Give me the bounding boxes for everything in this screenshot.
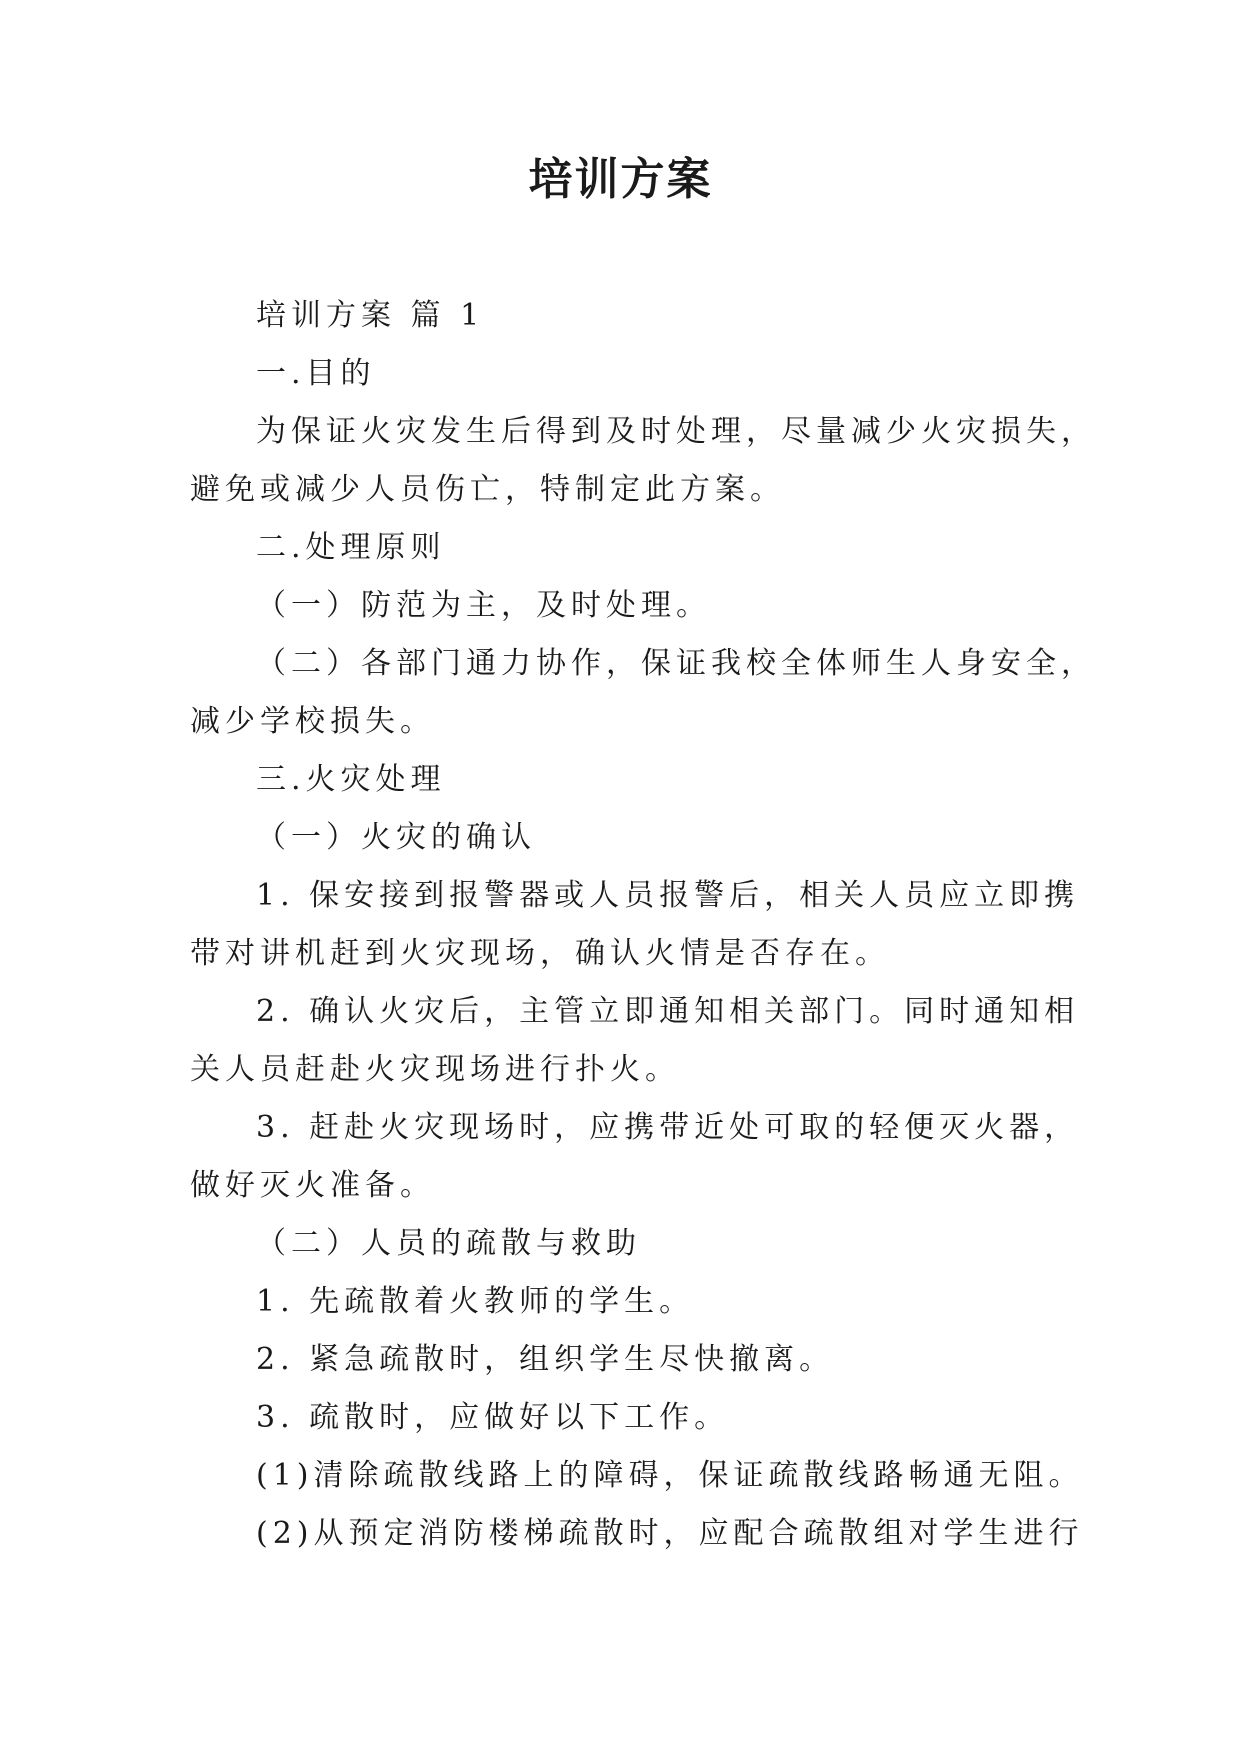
text-line: 三.火灾处理 (256, 762, 446, 797)
document-title: 培训方案 (528, 154, 713, 205)
paragraph-section-3-heading (190, 751, 1070, 809)
text-line: （一）火灾的确认 (256, 820, 536, 855)
text-line: 2. 紧急疏散时，组织学生尽快撤离。 (256, 1342, 835, 1377)
text-line: (1)清除疏散线路上的障碍，保证疏散线路畅通无阻。 (256, 1458, 1084, 1493)
text-line: 带对讲机赶到火灾现场，确认火情是否存在。 (190, 936, 890, 971)
paragraph-confirm-item-1 (190, 867, 1080, 983)
paragraph-section-2-heading (190, 519, 1070, 577)
document-body (190, 287, 1096, 1563)
text-line: 做好灭火准备。 (190, 1168, 435, 1203)
text-line: （二）各部门通力协作，保证我校全体师生人身安全， (256, 646, 1096, 681)
text-line: 培训方案 篇 1 (256, 298, 485, 333)
text-line: 2. 确认火灾后，主管立即通知相关部门。同时通知相 (256, 994, 1080, 1029)
text-line: 3. 疏散时，应做好以下工作。 (256, 1400, 730, 1435)
paragraph-purpose (190, 403, 1096, 519)
text-line: 关人员赶赴火灾现场进行扑火。 (190, 1052, 680, 1087)
text-line: 为保证火灾发生后得到及时处理，尽量减少火灾损失， (256, 414, 1096, 449)
paragraph-evacuation-item-2 (190, 1331, 1070, 1389)
paragraph-evacuation-item-1 (190, 1273, 1070, 1331)
paragraph-section-1-heading (190, 345, 1070, 403)
paragraph-evacuation-subitem-2 (190, 1505, 1084, 1563)
paragraph-evacuation-item-3 (190, 1389, 1070, 1447)
text-line: 避免或减少人员伤亡，特制定此方案。 (190, 472, 785, 507)
paragraph-subsection-confirm (190, 809, 1070, 867)
paragraph-heading-part1 (190, 287, 1070, 345)
text-line: 1. 先疏散着火教师的学生。 (256, 1284, 695, 1319)
text-line: （一）防范为主，及时处理。 (256, 588, 711, 623)
text-line: (2)从预定消防楼梯疏散时，应配合疏散组对学生进行 (256, 1516, 1084, 1551)
text-line: 减少学校损失。 (190, 704, 435, 739)
paragraph-confirm-item-3 (190, 1099, 1080, 1215)
text-line: 3. 赶赴火灾现场时，应携带近处可取的轻便灭火器， (256, 1110, 1080, 1145)
paragraph-evacuation-subitem-1 (190, 1447, 1084, 1505)
paragraph-principle-2 (190, 635, 1096, 751)
text-line: （二）人员的疏散与救助 (256, 1226, 641, 1261)
paragraph-principle-1 (190, 577, 1070, 635)
text-line: 一.目的 (256, 356, 376, 391)
text-line: 二.处理原则 (256, 530, 446, 565)
text-line: 1. 保安接到报警器或人员报警后，相关人员应立即携 (256, 878, 1080, 913)
paragraph-subsection-evacuation (190, 1215, 1070, 1273)
paragraph-confirm-item-2 (190, 983, 1080, 1099)
